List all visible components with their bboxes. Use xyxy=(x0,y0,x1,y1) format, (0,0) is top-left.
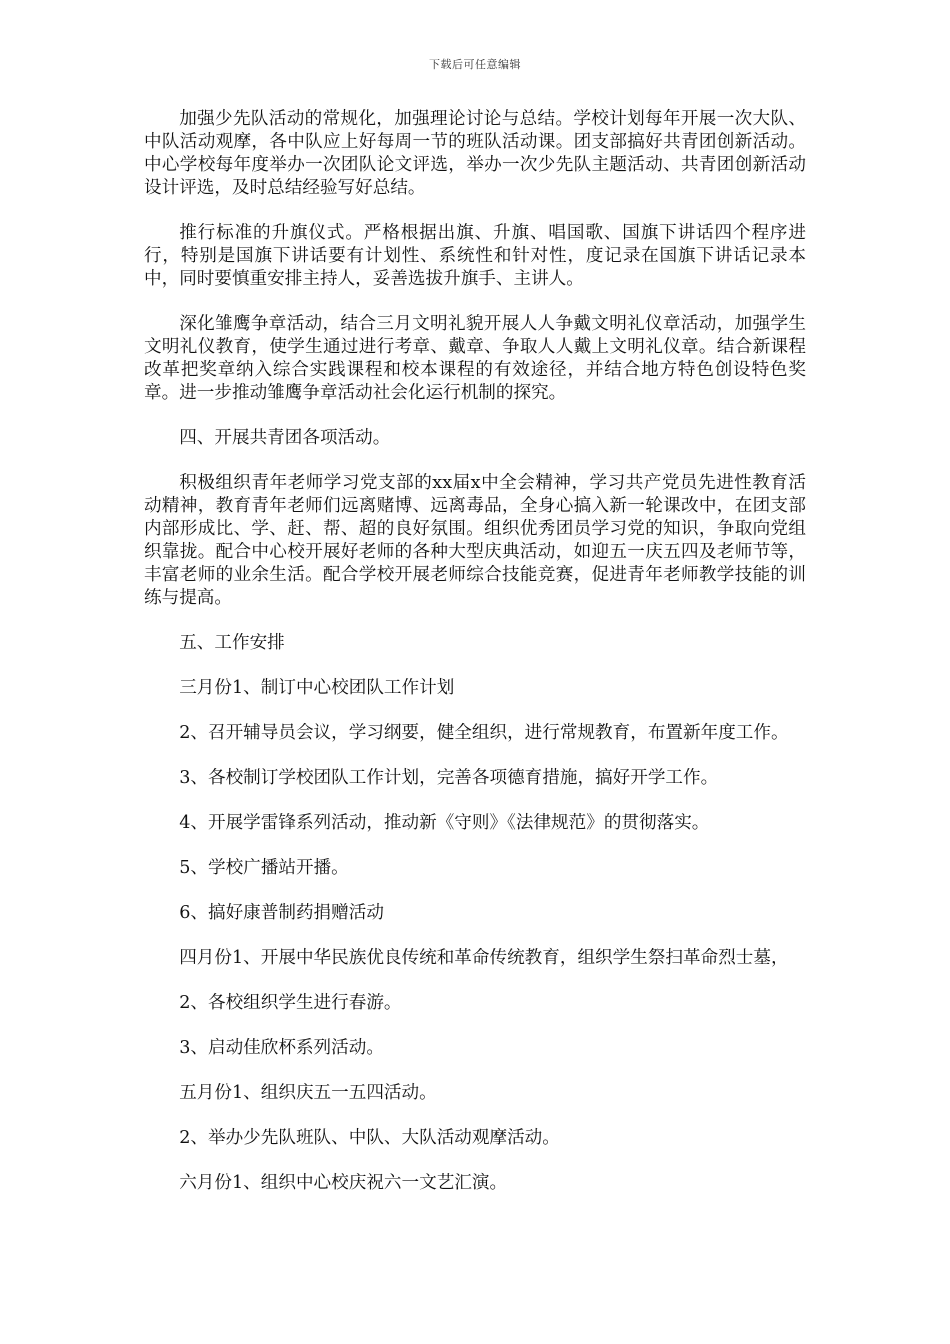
schedule-item: 2、举办少先队班队、中队、大队活动观摩活动。 xyxy=(179,1128,560,1148)
paragraph-flag-ceremony: 推行标准的升旗仪式。严格根据出旗、升旗、唱国歌、国旗下讲话四个程序进行，特别是国旗下讲话要有计划性、系统性和针对性，度记录在国旗下讲话记录本中，同时要慎重安排主持人，妥善选拔升旗手、主讲人。 xyxy=(144,223,806,289)
schedule-item: 2、各校组织学生进行春游。 xyxy=(179,993,402,1013)
page-header-note: 下载后可任意编辑 xyxy=(429,58,521,71)
schedule-item: 2、召开辅导员会议，学习纲要，健全组织，进行常规教育，布置新年度工作。 xyxy=(179,723,789,743)
schedule-item: 四月份1、开展中华民族优良传统和革命传统教育，组织学生祭扫革命烈士墓， xyxy=(179,948,789,968)
section-heading-league-activities: 四、开展共青团各项活动。 xyxy=(179,428,391,448)
schedule-item: 4、开展学雷锋系列活动，推动新《守则》《法律规范》的贯彻落实。 xyxy=(179,813,710,833)
section-heading-work-schedule: 五、工作安排 xyxy=(179,633,285,653)
schedule-item: 三月份1、制订中心校团队工作计划 xyxy=(179,678,455,698)
paragraph-young-teachers: 积极组织青年老师学习党支部的xx届x中全会精神，学习共产党员先进性教育活动精神，教育青年老师们远离赌博、远离毒品，全身心搞入新一轮课改中，在团支部内部形成比、学、赶、帮、超的良好氛围。组织优秀团员学习党的知识，争取向党组织靠拢。配合中心校开展好老师的各种大型庆典活动，如迎五一庆五四及老师节等，丰富老师的业余生活。配合学校开展老师综合技能竞赛，促进青年老师教学技能的训练与提高。 xyxy=(144,473,806,608)
schedule-item: 3、启动佳欣杯系列活动。 xyxy=(179,1038,384,1058)
schedule-item: 6、搞好康普制药捐赠活动 xyxy=(179,903,384,923)
paragraph-pioneer-activities: 加强少先队活动的常规化，加强理论讨论与总结。学校计划每年开展一次大队、中队活动观摩，各中队应上好每周一节的班队活动课。团支部搞好共青团创新活动。中心学校每年度举办一次团队论文评选，举办一次少先队主题活动、共青团创新活动设计评选，及时总结经验写好总结。 xyxy=(144,109,806,198)
schedule-item: 五月份1、组织庆五一五四活动。 xyxy=(179,1083,437,1103)
schedule-item: 六月份1、组织中心校庆祝六一文艺汇演。 xyxy=(179,1173,508,1193)
document-body xyxy=(144,108,806,1217)
schedule-item: 3、各校制订学校团队工作计划，完善各项德育措施，搞好开学工作。 xyxy=(179,768,719,788)
paragraph-eagle-badge: 深化雏鹰争章活动，结合三月文明礼貌开展人人争戴文明礼仪章活动，加强学生文明礼仪教育，使学生通过进行考章、戴章、争取人人戴上文明礼仪章。结合新课程改革把奖章纳入综合实践课程和校本课程的有效途径，并结合地方特色创设特色奖章。进一步推动雏鹰争章活动社会化运行机制的探究。 xyxy=(144,314,806,403)
schedule-item: 5、学校广播站开播。 xyxy=(179,858,349,878)
